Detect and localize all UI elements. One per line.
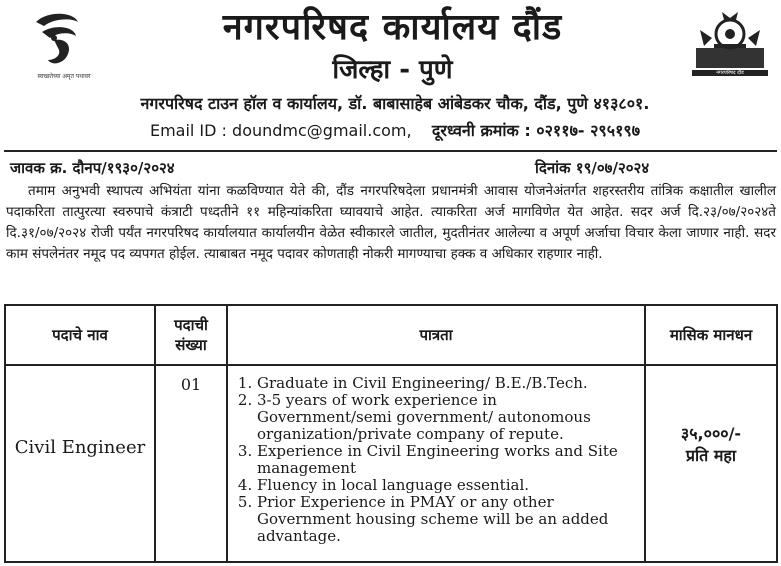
qualification-item: 4. Fluency in local language essential.	[257, 477, 635, 494]
header-monthly-salary: मासिक मानधन	[645, 305, 777, 365]
header-divider	[4, 150, 777, 152]
district-name: जिल्हा - पुणे	[332, 55, 453, 85]
reference-number: जावक क्र. दौनप/१९३०/२०२४	[10, 159, 175, 177]
municipal-logo-caption: स्वच्छतेच्या अमृत पथावर	[37, 73, 91, 80]
qualification-list	[229, 367, 643, 545]
qualification-item: 3. Experience in Civil Engineering works and Site management	[257, 443, 635, 477]
email-label: Email ID :	[149, 121, 233, 140]
header-qualification: पात्रता	[227, 305, 645, 365]
post-count-cell	[155, 365, 227, 562]
qualification-cell	[227, 365, 645, 562]
notice-date: दिनांक १९/०७/२०२४	[535, 159, 650, 177]
header-post-name: पदाचे नाव	[5, 305, 155, 365]
post-count: 01	[180, 375, 202, 394]
phone-number: ०२११७- २९५१९७	[536, 121, 641, 140]
qualification-item: 5. Prior Experience in PMAY or any other Government housing scheme will be an added advantage.	[257, 494, 635, 545]
email-address: doundmc@gmail.com,	[232, 121, 412, 140]
post-name-cell	[5, 365, 155, 562]
table-header-row	[5, 305, 777, 365]
salary-period: प्रति महा	[685, 446, 737, 465]
qualification-item: 2. 3-5 years of work experience in Government/semi government/ autonomous organization/private company of repute.	[257, 392, 635, 443]
contact-line	[60, 120, 730, 142]
office-title: नगरपरिषद कार्यालय दौंड	[222, 7, 563, 48]
municipal-emblem-icon	[14, 8, 114, 72]
state-seal	[690, 8, 770, 88]
state-seal-caption: नगरपरिषद दौंड	[692, 70, 768, 76]
office-address: नगरपरिषद टाउन हॉल व कार्यालय, डॉ. बाबासाहेब आंबेडकर चौक, दौंड, पुणे ४१३८०१.	[140, 94, 650, 113]
qualification-item: 1. Graduate in Civil Engineering/ B.E./B.Tech.	[257, 375, 635, 392]
header-post-count: पदाची संख्या	[155, 305, 227, 365]
salary-amount: ३५,०००/-	[680, 424, 742, 443]
state-seal-icon	[690, 8, 770, 70]
salary-cell	[645, 365, 777, 562]
municipal-logo	[14, 8, 114, 88]
notice-body: तमाम अनुभवी स्थापत्य अभियंता यांना कळविण्यात येते की, दौंड नगरपरिषदेला प्रधानमंत्री आवास योजनेअंतर्गत शहरस्तरीय तांत्रिक कक्षातील खालील पदाकरिता तात्पुरत्या स्वरुपाचे कंत्राटी पध्दतीने ११ महिन्यांकरिता घ्यावयाचे आहेत. त्याकरिता अर्ज मागविणेत येत आहेत. सदर अर्ज दि.२३/०७/२०२४ते दि.३१/०७/२०२४ रोजी पर्यंत नगरपरिषद कार्यालयात कार्यालयीन वेळेत स्वीकारले जातील, मुदतीनंतर आलेल्या व अपूर्ण अर्जाचा विचार केला जाणार नाही. सदर काम संपलेनंतर नमूद पद व्यपगत होईल. त्याबाबत नमूद पदावर कोणताही नोकरी मागण्याचा हक्क व अधिकार राहणार नाही.	[6, 183, 776, 262]
post-name: Civil Engineer	[14, 437, 146, 458]
table-row	[5, 365, 777, 562]
posts-table	[4, 304, 778, 563]
phone-label: दूरध्वनी क्रमांक :	[431, 121, 537, 140]
